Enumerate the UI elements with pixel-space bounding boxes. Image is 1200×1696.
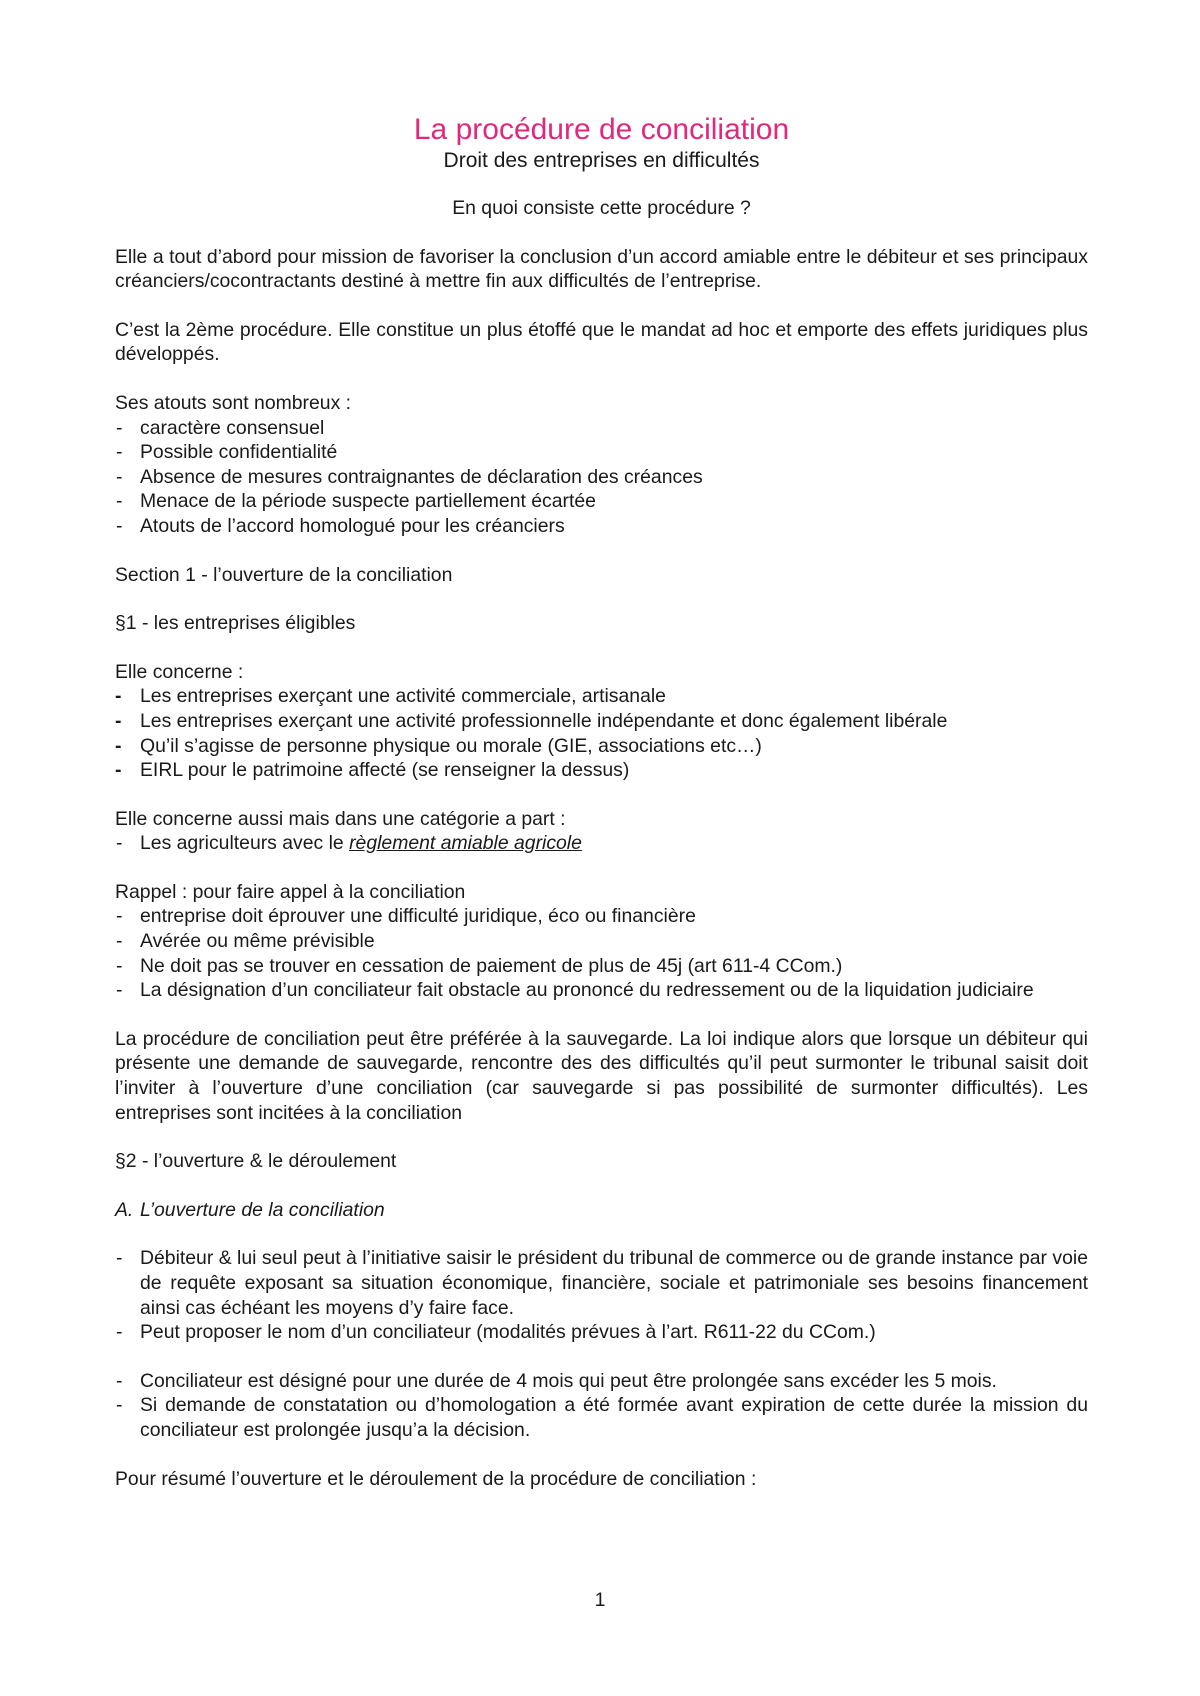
list-item: - Qu’il s’agisse de personne physique ou morale (GIE, associations etc…) [115,734,1088,759]
section1-heading: Section 1 - l’ouverture de la conciliation [115,563,453,586]
atouts-intro: Ses atouts sont nombreux : [115,391,352,414]
list-item: - Conciliateur est désigné pour une durée de 4 mois qui peut être prolongée sans excéder les 5 mois. [115,1369,1088,1394]
list-item: - Si demande de constatation ou d’homologation a été formée avant expiration de cette durée la mission du conciliateur est prolongée jusqu’a la décision. [115,1393,1088,1442]
ouverture-list [115,1246,1088,1344]
list-item: - caractère consensuel [115,416,1088,441]
list-item: - Ne doit pas se trouver en cessation de paiement de plus de 45j (art 611-4 CCom.) [115,954,1088,979]
list-item: - entreprise doit éprouver une difficulté juridique, éco ou financière [115,904,1088,929]
second-paragraph: C’est la 2ème procédure. Elle constitue un plus étoffé que le mandat ad hoc et emporte des effets juridiques plus développés. [115,318,1088,366]
subsection-a-letter: A. [115,1198,134,1221]
list-item: - EIRL pour le patrimoine affecté (se renseigner la dessus) [115,758,1088,783]
duree-list [115,1369,1088,1443]
list-item: - Absence de mesures contraignantes de déclaration des créances [115,465,1088,490]
document-title: La procédure de conciliation [413,113,790,146]
agriculteurs-prefix: Les agriculteurs avec le [140,832,350,855]
list-item [115,831,1088,856]
list-item: - La désignation d’un conciliateur fait obstacle au prononcé du redressement ou de la liquidation judiciaire [115,978,1088,1003]
resume-line: Pour résumé l’ouverture et le déroulement de la procédure de conciliation : [115,1467,757,1490]
concerne-intro: Elle concerne : [115,660,244,683]
list-item: - Les entreprises exerçant une activité professionnelle indépendante et donc également libérale [115,709,1088,734]
list-item: - Possible confidentialité [115,440,1088,465]
paragraph2-heading: §2 - l’ouverture & le déroulement [115,1150,397,1173]
list-item: - Avérée ou même prévisible [115,929,1088,954]
list-item: - Menace de la période suspecte partiellement écartée [115,489,1088,514]
question-heading: En quoi consiste cette procédure ? [452,197,751,219]
page-number: 1 [594,1589,606,1611]
aussi-intro: Elle concerne aussi mais dans une catégorie a part : [115,807,566,830]
list-item: - Atouts de l’accord homologué pour les créanciers [115,514,1088,539]
list-item: - Débiteur & lui seul peut à l’initiative saisir le président du tribunal de commerce ou de grande instance par voie de requête exposant sa situation économique, financière, sociale et patrimoniale ses besoins financement ainsi cas échéant les moyens d’y faire face. [115,1246,1088,1320]
atouts-list [115,416,1088,539]
paragraph1-heading: §1 - les entreprises éligibles [115,612,356,635]
agriculteurs-list [115,831,1088,856]
intro-paragraph: Elle a tout d’abord pour mission de favoriser la conclusion d’un accord amiable entre le débiteur et ses principaux créanciers/cocontractants destiné à mettre fin aux difficultés de l’entreprise. [115,245,1088,293]
reglement-amiable-link[interactable]: règlement amiable agricole [349,832,582,855]
concerne-list [115,684,1088,782]
list-item: - Peut proposer le nom d’un conciliateur (modalités prévues à l’art. R611-22 du CCom.) [115,1320,1088,1345]
subsection-a-title: L’ouverture de la conciliation [140,1198,385,1221]
rappel-list [115,904,1088,1002]
document-subtitle: Droit des entreprises en difficultés [443,149,760,172]
subsection-a-heading [115,1198,1088,1223]
list-item: - Les entreprises exerçant une activité commerciale, artisanale [115,684,1088,709]
sauvegarde-paragraph: La procédure de conciliation peut être préférée à la sauvegarde. La loi indique alors que lorsque un débiteur qui présente une demande de sauvegarde, rencontre des des difficultés qu’il peut surmonter le tribunal saisit doit l’inviter à l’ouverture d’une conciliation (car sauvegarde si pas possibilité de surmonter difficultés). Les entreprises sont incitées à la conciliation [115,1027,1088,1124]
rappel-intro: Rappel : pour faire appel à la conciliation [115,880,466,903]
